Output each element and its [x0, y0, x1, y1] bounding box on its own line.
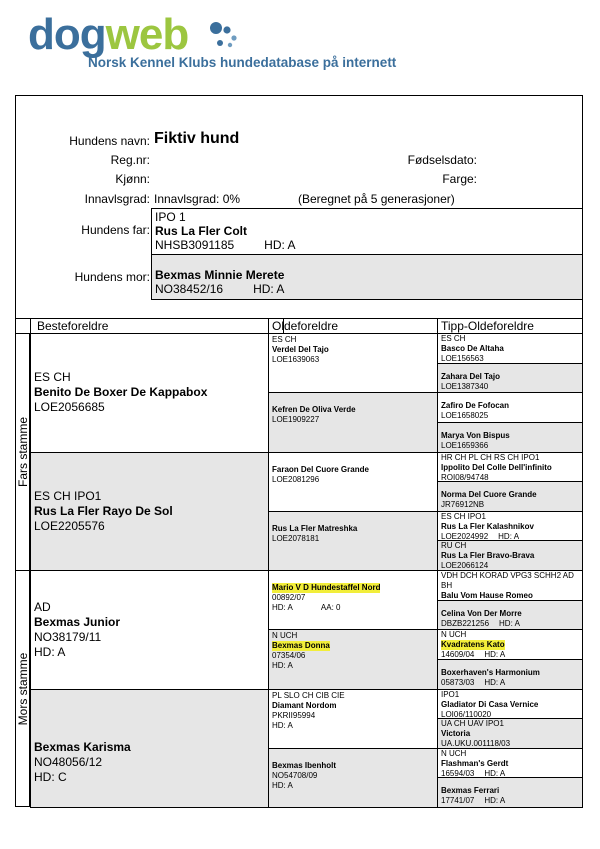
inbreeding-note: (Beregnet på 5 generasjoner) [298, 192, 455, 206]
ggg-reg: 14609/04 [441, 650, 475, 660]
ggg-hd: HD: A [499, 618, 520, 628]
ggg-name[interactable]: Victoria [441, 729, 471, 739]
ggg-name[interactable]: Zafiro De Fofocan [441, 401, 510, 411]
side-mothers-label: Mors stamme [15, 652, 30, 725]
gg-grandparent-cell [437, 392, 583, 423]
mother-hd: HD: A [253, 282, 285, 296]
ggg-titles: N UCH [441, 630, 467, 640]
logo-word-dog: dog [28, 10, 106, 59]
mother-box [151, 254, 583, 300]
great-hd: HD: A [272, 661, 293, 671]
grandparent-reg: LOE2056685 [34, 400, 105, 415]
ggg-titles: ES CH [441, 334, 466, 343]
ggg-name[interactable]: Norma Del Cuore Grande [441, 490, 537, 500]
side-fathers-label: Fars stamme [15, 416, 30, 488]
ggg-reg-line [441, 619, 579, 629]
ggg-hd: HD: A [484, 796, 506, 806]
father-hd: HD: A [264, 238, 296, 252]
great-reg: 00892/07 [272, 593, 306, 602]
gg-grandparent-cell [437, 659, 583, 690]
grandparent-cell [30, 689, 269, 809]
great-titles: N UCH [272, 631, 298, 641]
father-reg: NHSB3091185 [155, 238, 235, 252]
birth-label: Fødselsdato: [407, 153, 477, 167]
grandparent-titles: AD [34, 599, 51, 614]
ggg-reg: LOI06/110020 [441, 709, 492, 719]
name-label: Hundens navn: [69, 134, 150, 148]
great-hd: HD: A [272, 603, 293, 612]
ggg-name[interactable]: Flashman's Gerdt [441, 758, 509, 768]
grandparent-name[interactable]: Bexmas Junior [34, 614, 121, 629]
ggg-reg: LOE156563 [441, 354, 484, 363]
gg-grandparent-cell [437, 540, 583, 571]
great-hd: HD: A [272, 780, 293, 790]
gg-grandparent-cell [437, 452, 583, 483]
great-hd-line [272, 425, 434, 435]
ggg-name[interactable]: Bexmas Ferrari [441, 786, 500, 796]
father-reg-line [155, 238, 579, 252]
color-label: Farge: [442, 172, 477, 186]
ggg-name[interactable]: Basco De Altaha [441, 344, 504, 353]
grandparent-cell [30, 333, 269, 453]
ggg-reg-line [441, 796, 579, 806]
grandparent-cell [30, 570, 269, 690]
great-reg: PKRII95994 [272, 710, 316, 720]
ggg-name[interactable]: Kvadratens Kato [441, 640, 505, 650]
father-box [151, 208, 583, 255]
great-name[interactable]: Verdel Del Tajo [272, 345, 329, 354]
grandparent-titles: ES CH [34, 370, 71, 385]
gg-grandparent-cell [437, 511, 583, 542]
ggg-name[interactable]: Boxerhaven's Harmonium [441, 667, 540, 677]
ggg-reg: LOE1387340 [441, 381, 489, 391]
great-name[interactable]: Faraon Del Cuore Grande [272, 464, 369, 474]
grandparent-reg: LOE2205576 [34, 518, 105, 533]
gg-grandparent-cell [437, 570, 583, 601]
ggg-reg-line [441, 678, 579, 688]
gg-grandparent-cell [437, 333, 583, 364]
grandparent-name[interactable]: Rus La Fler Rayo De Sol [34, 503, 173, 518]
great-name[interactable]: Kefren De Oliva Verde [272, 405, 356, 415]
great-name[interactable]: Bexmas Donna [272, 641, 330, 651]
ggg-reg: 16594/03 [441, 768, 475, 778]
ggg-name[interactable]: Ippolito Del Colle Dell'infinito [441, 462, 552, 472]
ggg-hd: HD: A [484, 677, 506, 687]
mother-reg-line [155, 282, 579, 296]
great-reg: LOE2078181 [272, 533, 320, 543]
ggg-titles: RU CH [441, 541, 467, 551]
grandparent-hd: HD: A [34, 644, 66, 659]
gg-grandparent-cell [437, 422, 583, 453]
great-name[interactable]: Bexmas Ibenholt [272, 760, 337, 770]
ggg-reg-line [441, 382, 579, 392]
header-grandparents: Besteforeldre [30, 318, 284, 334]
great-reg: LOE1909227 [272, 415, 320, 425]
mother-name[interactable]: Bexmas Minnie Merete [155, 268, 285, 282]
great-name[interactable]: Rus La Fler Matreshka [272, 523, 358, 533]
ggg-titles: UA CH UAV IPO1 [441, 719, 504, 729]
grandparent-reg: NO48056/12 [34, 754, 103, 769]
ggg-reg: ROI08/94748 [441, 472, 489, 482]
great-name[interactable]: Mario V D Hundestaffel Nord [272, 583, 381, 592]
ggg-reg: LOE1659366 [441, 440, 489, 450]
great-hd-line [272, 365, 434, 375]
ggg-name[interactable]: Zahara Del Tajo [441, 371, 500, 381]
ggg-reg: 05873/03 [441, 677, 475, 687]
ggg-reg: DBZB221256 [441, 618, 490, 628]
father-titles: IPO 1 [155, 210, 186, 224]
ggg-titles: HR CH PL CH RS CH IPO1 [441, 452, 540, 462]
great-grandparent-cell [268, 570, 438, 630]
great-reg: LOE2081296 [272, 474, 320, 484]
grandparent-name[interactable]: Benito De Boxer De Kappabox [34, 385, 208, 400]
header-gg-grandparents: Tipp-Oldeforeldre [437, 318, 583, 334]
great-grandparent-cell [268, 392, 438, 452]
ggg-name[interactable]: Gladiator Di Casa Vernice [441, 699, 539, 709]
great-reg: 07354/06 [272, 651, 306, 661]
gg-grandparent-cell [437, 481, 583, 512]
great-grandparent-cell [268, 511, 438, 571]
great-titles: ES CH [272, 335, 297, 344]
great-reg: LOE1639063 [272, 355, 320, 364]
side-fathers-line [15, 333, 30, 571]
ggg-name[interactable]: Rus La Fler Kalashnikov [441, 521, 534, 531]
ggg-reg-line [441, 500, 579, 510]
gg-grandparent-cell [437, 363, 583, 394]
header-corner [15, 318, 31, 334]
great-grandparent-cell [268, 452, 438, 512]
header-great-grandparents: Oldeforeldre [268, 318, 438, 334]
great-hd-line [272, 721, 434, 731]
great-grandparent-cell [268, 333, 438, 393]
ggg-reg-line [441, 411, 579, 421]
mother-reg: NO38452/16 [155, 282, 224, 296]
ggg-reg: LOE2066124 [441, 561, 489, 571]
ggg-name[interactable]: Rus La Fler Bravo-Brava [441, 551, 535, 561]
logo-tagline: Norsk Kennel Klubs hundedatabase på internett [88, 55, 397, 70]
gg-grandparent-cell [437, 748, 583, 779]
great-hd: HD: A [272, 720, 293, 730]
great-grandparent-cell [268, 689, 438, 749]
ggg-titles: N UCH [441, 748, 467, 758]
inbreeding-label: Innavlsgrad: [84, 192, 150, 206]
grandparent-cell [30, 452, 269, 572]
gg-grandparent-cell [437, 777, 583, 808]
ggg-name[interactable]: Celina Von Der Morre [441, 608, 522, 618]
gg-grandparent-cell [437, 600, 583, 631]
ggg-titles: ES CH IPO1 [441, 511, 486, 521]
great-titles: PL SLO CH CIB CIE [272, 690, 345, 700]
great-hd-line [272, 661, 434, 671]
gg-grandparent-cell [437, 689, 583, 720]
grandparent-titles: ES CH IPO1 [34, 488, 102, 503]
ggg-titles: IPO1 [441, 689, 460, 699]
dogweb-logo [28, 10, 448, 74]
mother-label: Hundens mor: [74, 270, 150, 284]
ggg-reg: UA.UKU.001118/03 [441, 739, 511, 749]
grandparent-hd: HD: C [34, 769, 67, 784]
ggg-reg: JR76912NB [441, 500, 485, 510]
dog-name: Fiktiv hund [154, 130, 240, 147]
ggg-reg: 17741/07 [441, 796, 475, 806]
ggg-hd: HD: A [484, 768, 506, 778]
inbreeding-value: Innavlsgrad: 0% [154, 192, 241, 206]
great-reg: NO54708/09 [272, 770, 318, 780]
pedigree-table [15, 318, 583, 807]
reg-label: Reg.nr: [110, 153, 150, 167]
logo-word-web: web [105, 10, 189, 59]
side-mothers-line [15, 570, 30, 807]
ggg-titles: VDH DCH KORAD VPG3 SCHH2 AD BH [441, 571, 574, 590]
logo-wordmark [28, 10, 188, 60]
great-hd-line [272, 485, 434, 495]
logo-dots-icon [206, 20, 246, 56]
great-grandparent-cell [268, 748, 438, 808]
ggg-hd: HD: A [484, 650, 506, 660]
great-aa: AA: 0 [320, 603, 341, 612]
great-name[interactable]: Diamant Nordom [272, 700, 337, 710]
grandparent-reg: NO38179/11 [34, 629, 102, 644]
ggg-name[interactable]: Marya Von Bispus [441, 430, 510, 440]
father-label: Hundens far: [81, 223, 150, 237]
great-hd-line [272, 781, 434, 791]
great-grandparent-cell [268, 629, 438, 689]
gg-grandparent-cell [437, 718, 583, 749]
ggg-reg-line [441, 441, 579, 451]
ggg-reg: LOE2024992 [441, 531, 489, 541]
father-name[interactable]: Rus La Fler Colt [155, 224, 248, 238]
grandparent-name[interactable]: Bexmas Karisma [34, 739, 131, 754]
sex-label: Kjønn: [115, 172, 150, 186]
gg-grandparent-cell [437, 629, 583, 660]
great-hd-line [272, 544, 434, 554]
great-hd-line [272, 603, 434, 613]
ggg-reg: LOE1658025 [441, 411, 489, 421]
ggg-name[interactable]: Balu Vom Hause Romeo [441, 591, 533, 600]
ggg-hd: HD: A [498, 531, 520, 541]
